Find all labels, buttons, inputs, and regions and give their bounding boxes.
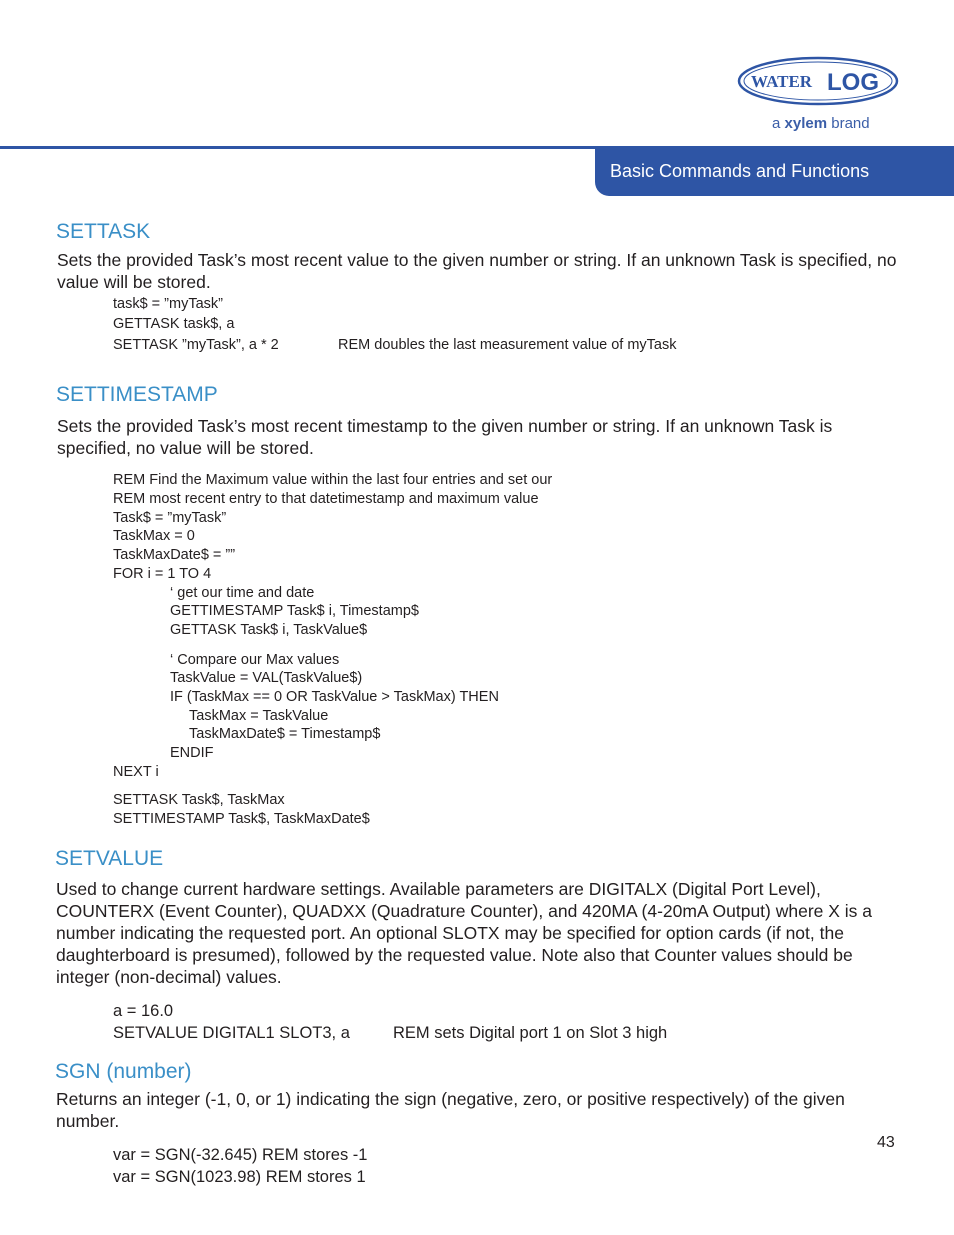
sgn-code-2: var = SGN(1023.98) REM stores 1 (113, 1168, 366, 1186)
settask-code-3: SETTASK ”myTask”, a * 2 (113, 337, 279, 353)
code-line: GETTIMESTAMP Task$ i, Timestamp$ (170, 603, 419, 619)
code-line: SETTASK Task$, TaskMax (113, 792, 285, 808)
xylem-brand: a xylem brand (772, 115, 870, 132)
settask-heading: SETTASK (56, 220, 151, 243)
setvalue-code-1: a = 16.0 (113, 1002, 174, 1020)
settask-comment: REM doubles the last measurement value of myTask (338, 337, 677, 353)
code-line: FOR i = 1 TO 4 (113, 566, 212, 582)
code-line: ENDIF (170, 745, 214, 761)
code-line: NEXT i (113, 764, 159, 780)
code-line: IF (TaskMax == 0 OR TaskValue > TaskMax) THEN (170, 689, 499, 705)
code-line: Task$ = ”myTask” (113, 510, 227, 526)
setvalue-comment: REM sets Digital port 1 on Slot 3 high (393, 1024, 668, 1042)
settimestamp-heading: SETTIMESTAMP (56, 383, 218, 406)
code-line: TaskMax = 0 (113, 528, 195, 544)
code-line: REM Find the Maximum value within the last four entries and set our (113, 472, 553, 488)
code-line: REM most recent entry to that datetimestamp and maximum value (113, 491, 539, 507)
code-line: GETTASK Task$ i, TaskValue$ (170, 622, 368, 638)
setvalue-code-2: SETVALUE DIGITAL1 SLOT3, a (113, 1024, 350, 1042)
svg-text:LOG: LOG (827, 69, 879, 96)
code-line: TaskValue = VAL(TaskValue$) (170, 670, 363, 686)
sgn-code-1: var = SGN(-32.645) REM stores -1 (113, 1146, 368, 1164)
code-line: SETTIMESTAMP Task$, TaskMaxDate$ (113, 811, 370, 827)
settask-description: Sets the provided Task’s most recent value to the given number or string. If an unknown Task is specified, no value will be stored. (57, 250, 897, 292)
sgn-description: Returns an integer (-1, 0, or 1) indicating the sign (negative, zero, or positive respectively) of the given number. (56, 1089, 845, 1131)
code-line: TaskMaxDate$ = ”” (113, 547, 236, 563)
code-line: TaskMaxDate$ = Timestamp$ (189, 726, 381, 742)
settimestamp-description: Sets the provided Task’s most recent timestamp to the given number or string. If an unknown Task is specified, no value will be stored. (57, 416, 833, 458)
settask-code-1: task$ = ”myTask” (113, 296, 223, 312)
page-number: 43 (877, 1134, 895, 1151)
code-line: TaskMax = TaskValue (189, 708, 329, 724)
sgn-heading: SGN (number) (55, 1060, 192, 1083)
setvalue-description: Used to change current hardware settings. Available parameters are DIGITALX (Digital Port Level), COUNTERX (Event Counter), QUADXX (Quadrature Counter), and 420MA (4-20mA Output) where X is a number indicating the requested port. An optional SLOTX may be specified for option cards (if not, the daughterboard is presumed), followed by the requested value. Note also that Counter values should be integer (non-decimal) values. (56, 879, 873, 987)
code-line: ‘ get our time and date (170, 585, 315, 601)
svg-text:WATER: WATER (751, 72, 813, 91)
section-tab: Basic Commands and Functions (595, 146, 954, 196)
waterlog-logo (737, 56, 899, 106)
code-line: ‘ Compare our Max values (170, 652, 340, 668)
settask-code-2: GETTASK task$, a (113, 316, 235, 332)
setvalue-heading: SETVALUE (55, 847, 164, 870)
